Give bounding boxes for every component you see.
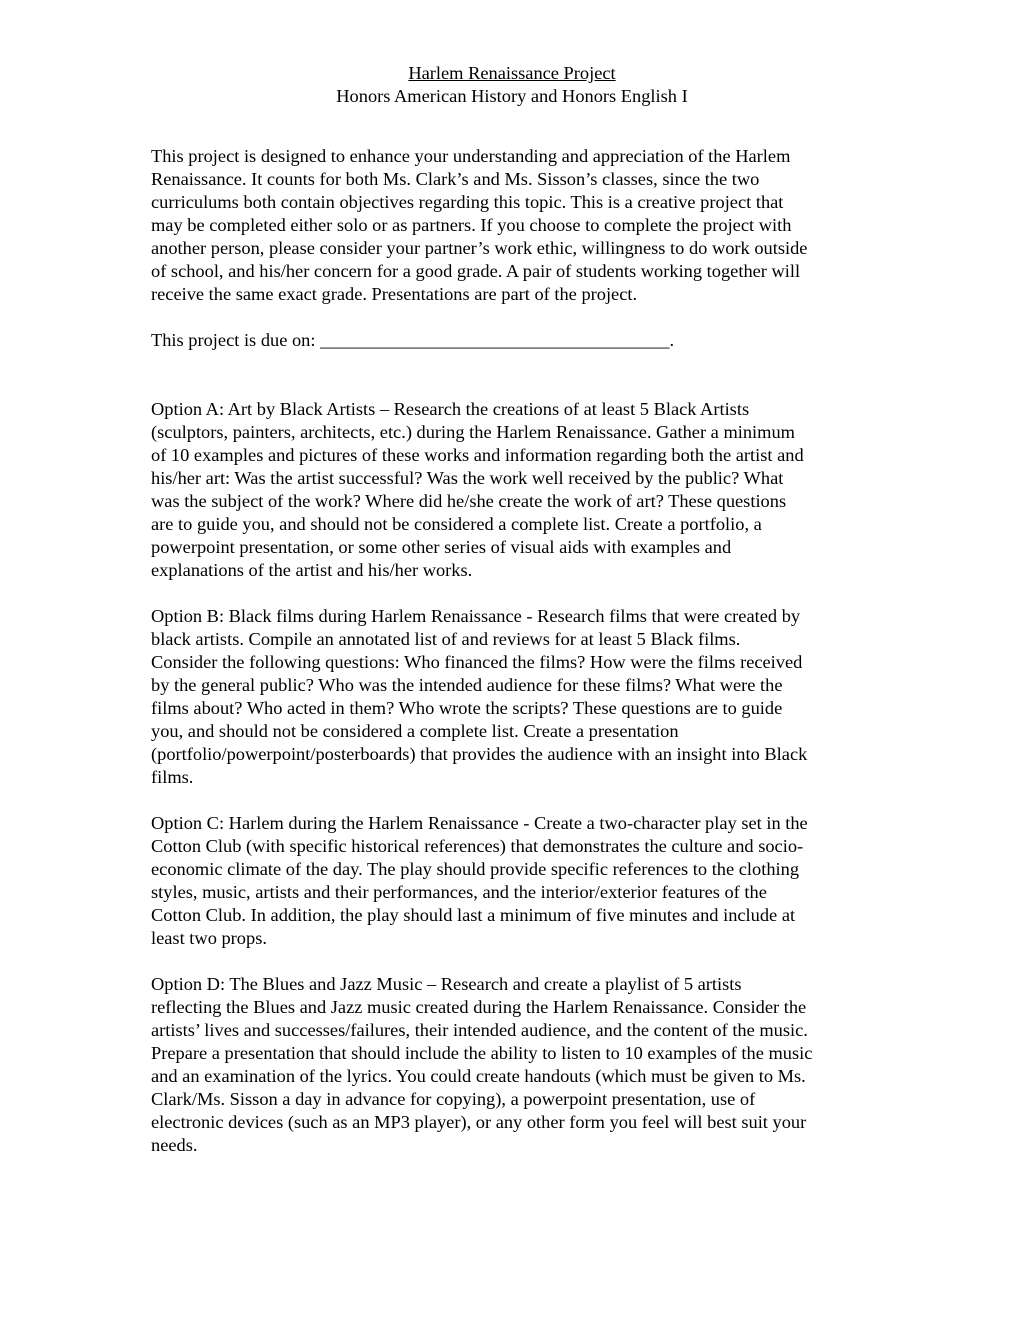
text-line: by the general public? Who was the intended audience for these films? What were the xyxy=(151,675,783,695)
text-line: This project is due on: ______________________________________. xyxy=(151,330,675,350)
text-line: Consider the following questions: Who financed the films? How were the films received xyxy=(151,652,803,672)
spacer xyxy=(151,950,873,973)
text-line: economic climate of the day. The play should provide specific references to the clothing xyxy=(151,859,800,879)
document-subtitle: Honors American History and Honors English I xyxy=(336,86,688,106)
text-line: films about? Who acted in them? Who wrote the scripts? These questions are to guide xyxy=(151,698,783,718)
text-line: black artists. Compile an annotated list of and reviews for at least 5 Black films. xyxy=(151,629,741,649)
text-line: his/her art: Was the artist successful? Was the work well received by the public? What xyxy=(151,468,784,488)
text-line: needs. xyxy=(151,1135,198,1155)
text-line: Cotton Club (with specific historical references) that demonstrates the culture and socio- xyxy=(151,836,804,856)
spacer xyxy=(151,352,873,398)
text-line: Renaissance. It counts for both Ms. Clark’s and Ms. Sisson’s classes, since the two xyxy=(151,169,760,189)
option-c-paragraph xyxy=(151,812,873,950)
due-date-line xyxy=(151,329,873,352)
option-b-paragraph xyxy=(151,605,873,789)
text-line: receive the same exact grade. Presentations are part of the project. xyxy=(151,284,638,304)
text-line: curriculums both contain objectives regarding this topic. This is a creative project that xyxy=(151,192,784,212)
intro-paragraph xyxy=(151,145,873,306)
text-line: (sculptors, painters, architects, etc.) during the Harlem Renaissance. Gather a minimum xyxy=(151,422,795,442)
text-line: are to guide you, and should not be considered a complete list. Create a portfolio, a xyxy=(151,514,762,534)
option-d-paragraph xyxy=(151,973,873,1157)
text-line: This project is designed to enhance your understanding and appreciation of the Harlem xyxy=(151,146,791,166)
option-a-paragraph xyxy=(151,398,873,582)
spacer xyxy=(151,582,873,605)
text-line: and an examination of the lyrics. You could create handouts (which must be given to Ms. xyxy=(151,1066,806,1086)
text-line: artists’ lives and successes/failures, their intended audience, and the content of the music. xyxy=(151,1020,808,1040)
text-line: was the subject of the work? Where did he/she create the work of art? These questions xyxy=(151,491,787,511)
text-line: may be completed either solo or as partners. If you choose to complete the project with xyxy=(151,215,792,235)
spacer xyxy=(151,306,873,329)
spacer xyxy=(151,789,873,812)
text-line: you, and should not be considered a complete list. Create a presentation xyxy=(151,721,679,741)
text-line: reflecting the Blues and Jazz music created during the Harlem Renaissance. Consider the xyxy=(151,997,807,1017)
text-line: of 10 examples and pictures of these works and information regarding both the artist and xyxy=(151,445,804,465)
text-line: Option B: Black films during Harlem Renaissance - Research films that were created by xyxy=(151,606,801,626)
text-line: Prepare a presentation that should include the ability to listen to 10 examples of the music xyxy=(151,1043,813,1063)
text-line: of school, and his/her concern for a good grade. A pair of students working together will xyxy=(151,261,801,281)
text-line: powerpoint presentation, or some other series of visual aids with examples and xyxy=(151,537,732,557)
text-line: explanations of the artist and his/her works. xyxy=(151,560,473,580)
spacer xyxy=(151,108,873,145)
text-line: electronic devices (such as an MP3 player), or any other form you feel will best suit your xyxy=(151,1112,807,1132)
text-line: least two props. xyxy=(151,928,267,948)
text-line: Option D: The Blues and Jazz Music – Research and create a playlist of 5 artists xyxy=(151,974,742,994)
text-line: Cotton Club. In addition, the play should last a minimum of five minutes and include at xyxy=(151,905,796,925)
document-page xyxy=(151,62,873,1157)
text-line: Clark/Ms. Sisson a day in advance for copying), a powerpoint presentation, use of xyxy=(151,1089,756,1109)
text-line: Option C: Harlem during the Harlem Renaissance - Create a two-character play set in the xyxy=(151,813,808,833)
text-line: Option A: Art by Black Artists – Research the creations of at least 5 Black Artists xyxy=(151,399,750,419)
document-title: Harlem Renaissance Project xyxy=(408,63,616,83)
text-line: styles, music, artists and their performances, and the interior/exterior features of the xyxy=(151,882,767,902)
text-line: another person, please consider your partner’s work ethic, willingness to do work outside xyxy=(151,238,808,258)
text-line: (portfolio/powerpoint/posterboards) that provides the audience with an insight into Black xyxy=(151,744,808,764)
text-line: films. xyxy=(151,767,194,787)
